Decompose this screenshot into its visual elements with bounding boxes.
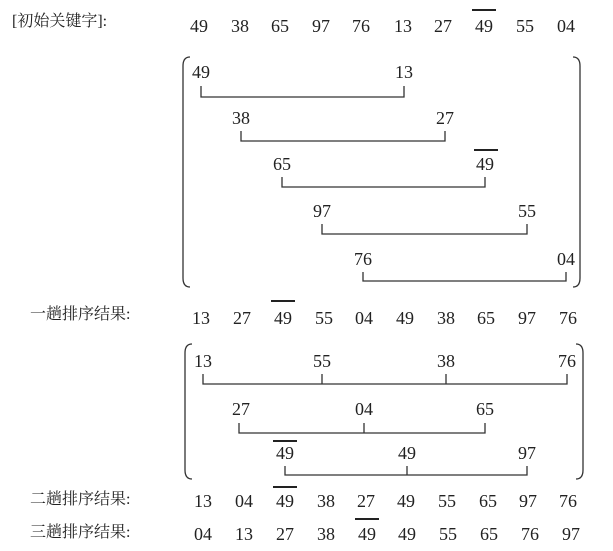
initial-key: 13 [394, 16, 412, 36]
pass1-result-key: 49 [274, 308, 292, 328]
left-bracket [185, 344, 192, 479]
pass2-result-key: 97 [519, 491, 537, 511]
pass2-result-key: 49 [276, 491, 294, 511]
initial-key: 27 [434, 16, 452, 36]
pass3-result-key: 76 [521, 524, 539, 544]
pass2-group-key: 38 [437, 351, 455, 371]
pass1-result-key: 49 [396, 308, 414, 328]
group-connector [285, 466, 527, 475]
initial-key: 49 [190, 16, 208, 36]
pass3-result-key: 04 [194, 524, 212, 544]
pass1-group-key: 97 [313, 201, 331, 221]
group-connector [282, 177, 485, 187]
pass3-result-label: 三趟排序结果: [30, 524, 131, 541]
pass1-group-key: 55 [518, 201, 536, 221]
pass2-group-key: 13 [194, 351, 212, 371]
initial-key: 65 [271, 16, 289, 36]
group-connector [241, 131, 445, 141]
pass2-group-key: 97 [518, 443, 536, 463]
group-connector [239, 423, 485, 433]
pass2-group-key: 49 [276, 443, 294, 463]
initial-key: 97 [312, 16, 330, 36]
pass1-result-key: 13 [192, 308, 210, 328]
pass3-result-key: 49 [398, 524, 416, 544]
pass2-result-key: 13 [194, 491, 212, 511]
pass2-group-key: 04 [355, 399, 373, 419]
pass1-group-key: 13 [395, 62, 413, 82]
pass3-result-key: 65 [480, 524, 498, 544]
pass1-group-key: 76 [354, 249, 372, 269]
pass3-result-key: 38 [317, 524, 335, 544]
right-bracket [573, 57, 580, 287]
pass3-result-key: 27 [276, 524, 294, 544]
pass2-result-key: 49 [397, 491, 415, 511]
group-connector [363, 272, 566, 281]
pass1-result-key: 27 [233, 308, 251, 328]
initial-key: 38 [231, 16, 249, 36]
pass1-result-key: 65 [477, 308, 495, 328]
pass2-result-key: 04 [235, 491, 253, 511]
group-connector [201, 86, 404, 97]
pass2-result-key: 55 [438, 491, 456, 511]
pass3-result-key: 55 [439, 524, 457, 544]
pass1-result-key: 04 [355, 308, 373, 328]
pass3-result-key: 97 [562, 524, 580, 544]
pass2-group-key: 65 [476, 399, 494, 419]
pass1-result-label: 一趟排序结果: [30, 306, 131, 323]
pass1-group-key: 04 [557, 249, 575, 269]
initial-key: 76 [352, 16, 370, 36]
pass2-result-label: 二趟排序结果: [30, 491, 131, 508]
pass1-result-key: 97 [518, 308, 536, 328]
pass1-result-key: 55 [315, 308, 333, 328]
initial-key: 04 [557, 16, 575, 36]
initial-key: 55 [516, 16, 534, 36]
pass1-group-key: 65 [273, 154, 291, 174]
left-bracket [183, 57, 190, 287]
pass2-result-key: 38 [317, 491, 335, 511]
pass2-group-key: 76 [558, 351, 576, 371]
pass2-group-key: 49 [398, 443, 416, 463]
pass2-group-key: 55 [313, 351, 331, 371]
pass1-group-key: 38 [232, 108, 250, 128]
group-connector [203, 374, 567, 384]
pass2-result-key: 76 [559, 491, 577, 511]
pass3-result-key: 13 [235, 524, 253, 544]
right-bracket [576, 344, 583, 479]
pass1-result-key: 76 [559, 308, 577, 328]
initial-key: 49 [475, 16, 493, 36]
pass1-result-key: 38 [437, 308, 455, 328]
pass2-result-key: 65 [479, 491, 497, 511]
pass1-group-key: 49 [192, 62, 210, 82]
pass1-group-key: 49 [476, 154, 494, 174]
pass2-group-key: 27 [232, 399, 250, 419]
pass2-result-key: 27 [357, 491, 375, 511]
pass3-result-key: 49 [358, 524, 376, 544]
initial-keys-label: [初始关键字]: [12, 13, 108, 30]
group-connector [322, 224, 527, 234]
pass1-group-key: 27 [436, 108, 454, 128]
